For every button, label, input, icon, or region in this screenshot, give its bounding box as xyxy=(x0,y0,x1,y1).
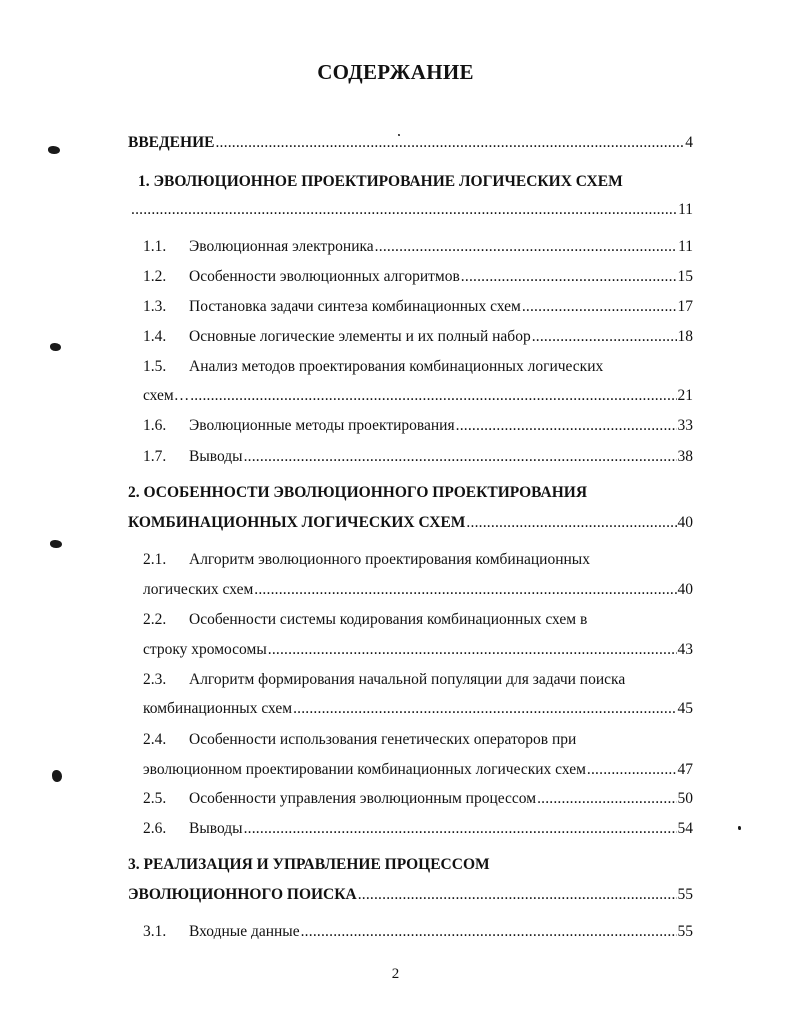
toc-entry-page: 55 xyxy=(677,886,693,903)
dot-leader xyxy=(131,200,677,220)
toc-section-number: 2.6. xyxy=(143,820,167,837)
toc-entry-text: Выводы xyxy=(189,820,243,837)
dot-leader xyxy=(301,922,677,942)
toc-section-number: 1.6. xyxy=(143,417,167,434)
scan-hole-mark xyxy=(52,770,62,782)
toc-section-1-3[interactable] xyxy=(143,297,693,317)
dot-leader xyxy=(456,416,677,436)
toc-entry-text: Выводы xyxy=(189,448,243,465)
toc-section-1-6[interactable] xyxy=(143,416,693,436)
toc-section-1-2[interactable] xyxy=(143,267,693,287)
toc-chapter-3-line1[interactable] xyxy=(128,855,490,875)
toc-entry-page: 55 xyxy=(677,923,693,940)
toc-section-2-5[interactable] xyxy=(143,789,693,809)
toc-entry-text: Особенности использования генетических операторов при xyxy=(189,731,577,748)
toc-entry-page: 33 xyxy=(677,417,693,434)
toc-section-number: 2.1. xyxy=(143,551,167,568)
toc-section-number: 1.7. xyxy=(143,448,167,465)
toc-entry-page: 11 xyxy=(678,201,693,218)
toc-section-2-2-line2[interactable] xyxy=(143,640,693,660)
dot-leader xyxy=(244,819,677,839)
scan-hole-mark xyxy=(50,540,62,548)
toc-entry-intro[interactable] xyxy=(128,133,693,153)
toc-entry-text: Особенности управления эволюционным процессом xyxy=(189,790,537,807)
toc-section-1-1[interactable] xyxy=(143,237,693,257)
dot-leader xyxy=(522,297,677,317)
toc-section-number: 1.3. xyxy=(143,298,167,315)
toc-section-2-3-line2[interactable] xyxy=(143,699,693,719)
toc-section-1-5-line1[interactable] xyxy=(143,357,603,377)
page-number: 2 xyxy=(391,966,400,982)
toc-entry-text: Особенности системы кодирования комбинационных схем в xyxy=(189,611,588,628)
dot-leader xyxy=(461,267,677,287)
toc-entry-text: ЭВОЛЮЦИОННОГО ПОИСКА xyxy=(128,886,357,903)
toc-entry-page: 21 xyxy=(677,387,693,404)
toc-entry-text: Постановка задачи синтеза комбинационных схем xyxy=(189,298,521,315)
toc-entry-text: Эволюционная электроника xyxy=(189,238,374,255)
toc-entry-text: Входные данные xyxy=(189,923,300,940)
toc-chapter-2-line1[interactable] xyxy=(128,483,587,503)
dot-leader xyxy=(268,640,677,660)
toc-entry-text: эволюционном проектировании комбинационных логических схем xyxy=(143,761,586,778)
toc-section-number: 1.4. xyxy=(143,328,167,345)
dot-leader xyxy=(537,789,676,809)
toc-entry-page: 47 xyxy=(677,761,693,778)
scan-dust-mark xyxy=(398,134,400,136)
toc-section-2-4-line2[interactable] xyxy=(143,760,693,780)
toc-entry-text: 3. РЕАЛИЗАЦИЯ И УПРАВЛЕНИЕ ПРОЦЕССОМ xyxy=(128,856,490,873)
dot-leader xyxy=(190,386,676,406)
toc-section-number: 1.2. xyxy=(143,268,167,285)
toc-entry-page: 40 xyxy=(677,514,693,531)
dot-leader xyxy=(358,885,677,905)
toc-section-number: 2.3. xyxy=(143,671,167,688)
toc-section-number: 1.5. xyxy=(143,358,167,375)
toc-entry-text: комбинационных схем xyxy=(143,700,293,717)
toc-entry-text: строку хромосомы xyxy=(143,641,267,658)
dot-leader xyxy=(587,760,677,780)
toc-entry-page: 54 xyxy=(677,820,693,837)
toc-entry-text: Особенности эволюционных алгоритмов xyxy=(189,268,460,285)
toc-entry-page: 15 xyxy=(677,268,693,285)
toc-section-1-7[interactable] xyxy=(143,447,693,467)
toc-entry-text: 1. ЭВОЛЮЦИОННОЕ ПРОЕКТИРОВАНИЕ ЛОГИЧЕСКИХ СХЕМ xyxy=(138,173,623,190)
toc-section-2-3-line1[interactable] xyxy=(143,670,625,690)
dot-leader xyxy=(215,133,684,153)
scan-hole-mark xyxy=(48,146,60,154)
dot-leader xyxy=(466,513,676,533)
toc-entry-text: логических схем xyxy=(143,581,254,598)
toc-entry-text: Алгоритм формирования начальной популяции для задачи поиска xyxy=(189,671,626,688)
toc-section-3-1[interactable] xyxy=(143,922,693,942)
toc-entry-text: 2. ОСОБЕННОСТИ ЭВОЛЮЦИОННОГО ПРОЕКТИРОВАНИЯ xyxy=(128,484,588,501)
toc-entry-text: ВВЕДЕНИЕ xyxy=(128,134,215,151)
toc-chapter-2-line2[interactable] xyxy=(128,513,693,533)
dot-leader xyxy=(244,447,677,467)
toc-entry-page: 43 xyxy=(677,641,693,658)
toc-entry-page: 11 xyxy=(678,238,693,255)
toc-entry-text: КОМБИНАЦИОННЫХ ЛОГИЧЕСКИХ СХЕМ xyxy=(128,514,466,531)
toc-entry-text: схем… xyxy=(143,387,190,404)
toc-entry-text: Основные логические элементы и их полный набор xyxy=(189,328,531,345)
toc-section-number: 2.5. xyxy=(143,790,167,807)
toc-section-2-6[interactable] xyxy=(143,819,693,839)
page-title: СОДЕРЖАНИЕ xyxy=(317,60,474,84)
toc-section-2-2-line1[interactable] xyxy=(143,610,587,630)
dot-leader xyxy=(254,580,676,600)
toc-section-1-4[interactable] xyxy=(143,327,693,347)
toc-section-number: 1.1. xyxy=(143,238,167,255)
toc-entry-text: Анализ методов проектирования комбинационных логических xyxy=(189,358,604,375)
toc-chapter-1-heading[interactable] xyxy=(138,172,623,192)
toc-entry-page: 18 xyxy=(677,328,693,345)
toc-chapter-1-leader[interactable] xyxy=(130,200,693,220)
toc-entry-page: 17 xyxy=(677,298,693,315)
dot-leader xyxy=(375,237,677,257)
toc-section-number: 2.4. xyxy=(143,731,167,748)
toc-entry-page: 38 xyxy=(677,448,693,465)
toc-entry-page: 4 xyxy=(685,134,693,151)
toc-section-number: 3.1. xyxy=(143,923,167,940)
toc-section-2-1-line1[interactable] xyxy=(143,550,590,570)
toc-section-2-1-line2[interactable] xyxy=(143,580,693,600)
toc-entry-page: 45 xyxy=(677,700,693,717)
toc-section-1-5-line2[interactable] xyxy=(143,386,693,406)
toc-entry-page: 50 xyxy=(677,790,693,807)
toc-chapter-3-line2[interactable] xyxy=(128,885,693,905)
toc-section-number: 2.2. xyxy=(143,611,167,628)
toc-entry-text: Эволюционные методы проектирования xyxy=(189,417,455,434)
toc-section-2-4-line1[interactable] xyxy=(143,730,576,750)
scan-dust-mark xyxy=(738,826,741,830)
toc-entry-text: Алгоритм эволюционного проектирования комбинационных xyxy=(189,551,590,568)
scan-hole-mark xyxy=(50,343,61,351)
toc-entry-page: 40 xyxy=(677,581,693,598)
dot-leader xyxy=(532,327,677,347)
dot-leader xyxy=(293,699,676,719)
